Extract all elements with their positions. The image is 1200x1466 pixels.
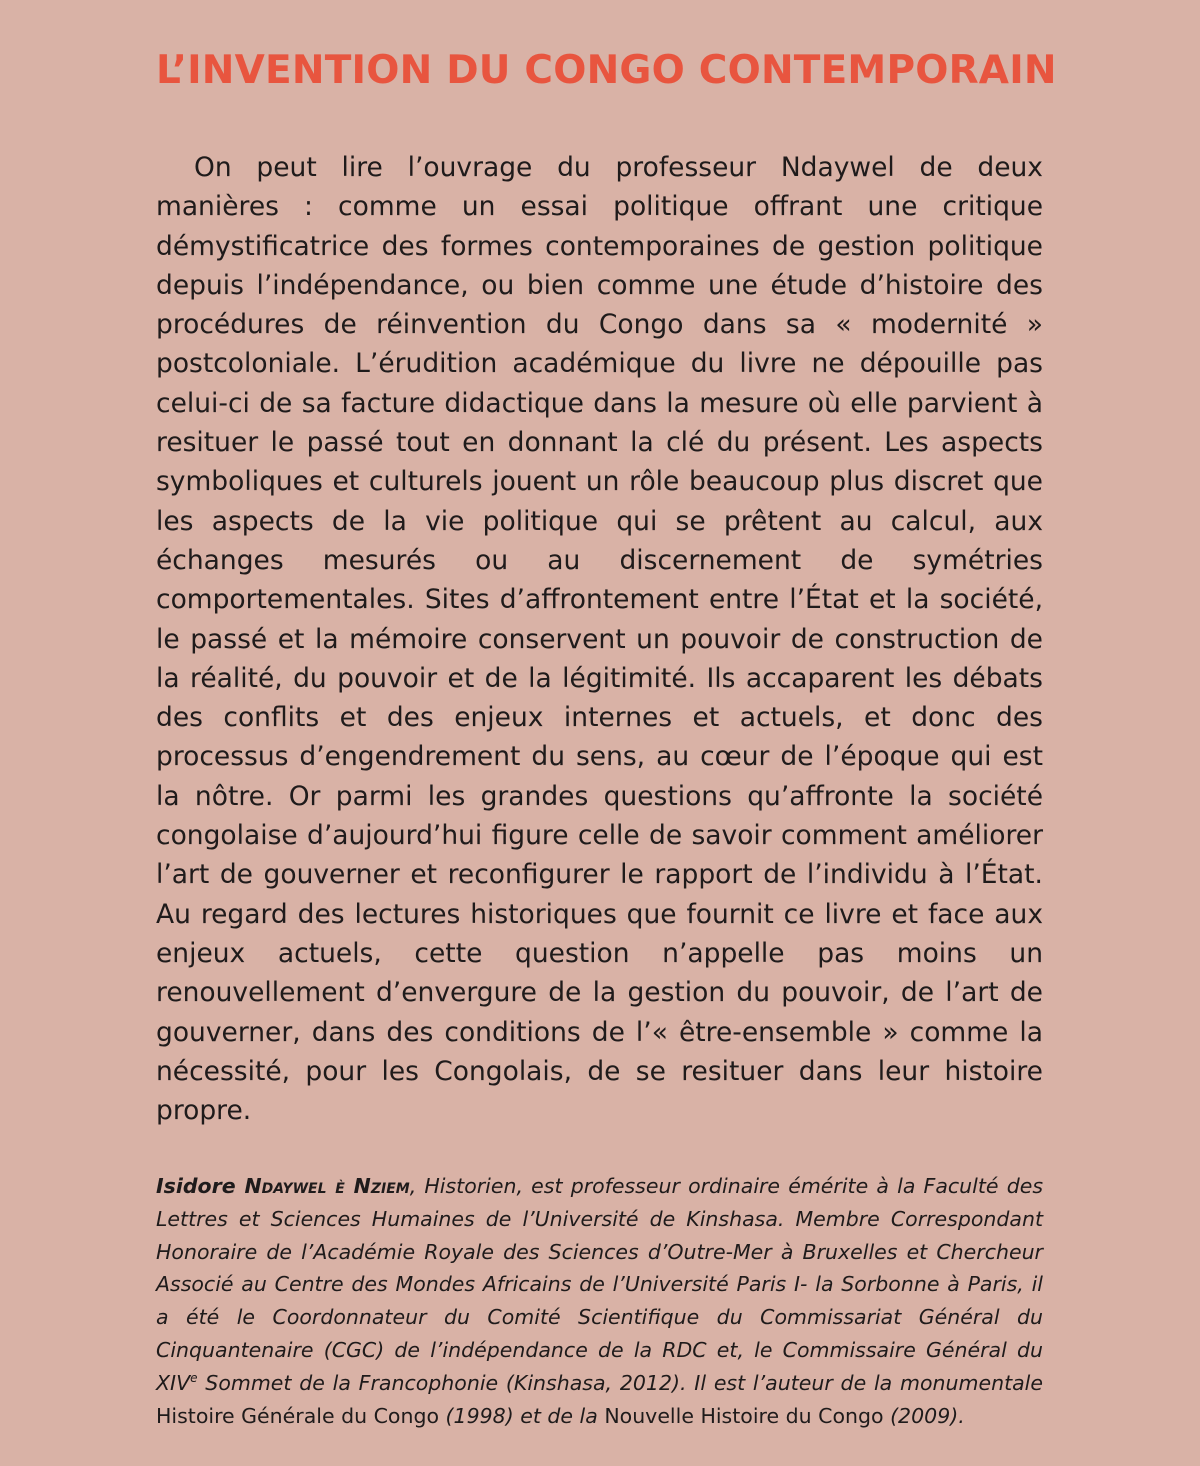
book-year-2: (2009). [883, 1403, 965, 1428]
page-title: L’INVENTION DU CONGO CONTEMPORAIN [156, 48, 1057, 93]
author-bio [156, 1170, 1043, 1432]
book-summary: On peut lire l’ouvrage du professeur Ndaywel de deux manières : comme un essai politique offrant une critique démystificatrice des formes contemporaines de gestion politique depuis l’indépendance, ou bien comme une étude d’histoire des procédures de réinvention du Congo dans sa « modernité » postcoloniale. L’érudition académique du livre ne dépouille pas celui-ci de sa facture didactique dans la mesure où elle parvient à resituer le passé tout en donnant la clé du présent. Les aspects symboliques et culturels jouent un rôle beaucoup plus discret que les aspects de la vie politique qui se prêtent au calcul, aux échanges mesurés ou au discernement de symétries comportementales. Sites d’affrontement entre l’État et la société, le passé et la mémoire conservent un pouvoir de construction de la réalité, du pouvoir et de la légitimité. Ils accaparent les débats des conflits et des enjeux internes et actuels, et donc des processus d’engendrement du sens, au cœur de l’époque qui est la nôtre. Or parmi les grandes questions qu’affronte la société congolaise d’aujourd’hui figure celle de savoir comment améliorer l’art de gouverner et reconfigurer le rapport de l’individu à l’État. Au regard des lectures historiques que fournit ce livre et face aux enjeux actuels, cette question n’appelle pas moins un renouvellement d’envergure de la gestion du pouvoir, de l’art de gouverner, dans des conditions de l’« être-ensemble » comme la nécessité, pour les Congolais, de se resituer dans leur histoire propre. [156, 152, 1043, 1127]
book-title-2: Nouvelle Histoire du Congo [604, 1403, 884, 1428]
author-surname: Ndaywel è Nziem [244, 1174, 410, 1198]
author-first-name: Isidore [156, 1174, 245, 1198]
author-bio-text-1: , Historien, est professeur ordinaire émérite à la Faculté des Lettres et Sciences Humaines de l’Université de Kinshasa. Membre Correspondant Honoraire de l’Académie Royale des Sciences d’Outre-Mer à Bruxelles et Chercheur Associé au Centre des Mondes Africains de l’Université Paris I- la Sorbonne à Paris, il a été le Coordonnateur du Comité Scientifique du Commissariat Général du Cinquantenaire (CGC) de l’indépendance de la RDC et, le Commissaire Général du XIV [156, 1174, 1044, 1395]
book-year-1: (1998) et de la [439, 1403, 605, 1428]
book-title-1: Histoire Générale du Congo [156, 1403, 440, 1428]
ordinal-suffix: e [190, 1370, 198, 1385]
author-bio-text-2: Sommet de la Francophonie (Kinshasa, 2012). Il est l’auteur de la monumentale [197, 1370, 1043, 1395]
